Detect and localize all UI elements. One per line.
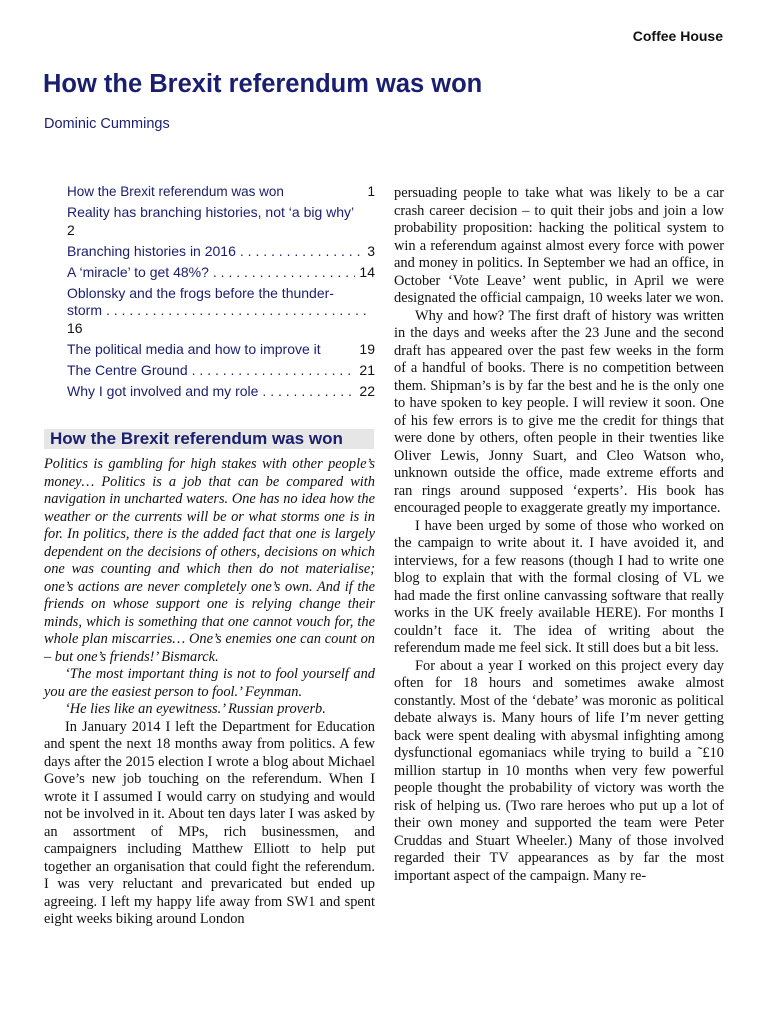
toc-item-title[interactable]: Branching histories in 2016 [67, 242, 236, 259]
toc-item-title[interactable]: Why I got involved and my role [67, 383, 259, 400]
body-paragraph: I have been urged by some of those who worked on the campaign to write about it. I have avoided it, and interviews, for a few reasons (though I had to write one blog to explain that with the formal closing of VL we had made the first online canvassing software that really works in the UK freely available HERE). For months I couldn’t face it. The idea of writing about the referendum made me feel sick. It still does but a bit less. [394, 517, 724, 656]
body-column-right [394, 185, 724, 885]
toc-item-title[interactable]: The Centre Ground [67, 362, 188, 379]
toc-item-title[interactable]: The political media and how to improve it [67, 340, 321, 357]
toc-leader [262, 383, 355, 401]
toc-item-page: 19 [359, 340, 375, 357]
toc-item[interactable] [67, 285, 375, 338]
toc-item-title[interactable]: A ‘miracle’ to get 48%? [67, 263, 209, 280]
toc-item[interactable] [67, 362, 375, 380]
toc-item[interactable] [67, 264, 375, 282]
body-paragraph: For about a year I worked on this project every day often for 18 hours and sometimes awake almost constantly. Most of the ‘debate’ was moronic as political debate always is. Many hours of life I’m never getting back were spent dealing with abysmal infighting among dysfunctional egomaniacs while trying to build a ˜£10 million startup in 10 months when very few powerful people thought the probability of victory was worth the risk of helping us. (Two rare heroes who put up a lot of their own money and supported the team were Peter Cruddas and Stuart Wheeler.) Many of those involved regarded their TV appearances as by far the most important aspect of the campaign. Many re- [394, 657, 724, 884]
toc-leader [240, 243, 363, 261]
body-paragraph: persuading people to take what was likely to be a car crash career decision – to quit their jobs and join a low probability proposition: hacking the political system to win a referendum against almost every force with power and money in politics. In September we had an office, in October ‘Vote Leave’ went public, in April we were designated the official campaign, 10 weeks later we won. [394, 185, 724, 306]
toc-item-page: 14 [359, 263, 375, 280]
section-heading: How the Brexit referendum was won [50, 429, 343, 448]
toc-item[interactable] [67, 243, 375, 261]
toc-item[interactable] [67, 204, 375, 239]
body-paragraph: In January 2014 I left the Department for Education and spent the next 18 months away from politics. A few days after the 2015 election I wrote a blog about Michael Gove’s new job touching on the referendum. When I wrote it I assumed I would carry on studying and would not be involved in it. About ten days later I was asked by an assortment of MPs, rich businessmen, and campaigners including Matthew Elliott to help put together an organisation that could fight the referendum. I was very reluctant and prevaricated but ended up agreeing. I left my happy life away from SW1 and spent eight weeks biking around London [44, 718, 375, 927]
article-title: How the Brexit referendum was won [43, 70, 483, 98]
toc-leader [192, 362, 356, 380]
body-column-left [44, 456, 375, 929]
toc-leader [213, 264, 356, 282]
article-author[interactable]: Dominic Cummings [44, 116, 170, 132]
epigraph-quote: Politics is gambling for high stakes with other people’s money… Politics is a job that can be compared with navigation in uncharted waters. One has no idea how the weather or the currents will be or what storms one is in for. In politics, there is the added fact that one is largely dependent on the decisions of others, decisions on which one was counting and which then do not materialise; one’s actions are never completely one’s own. And if the friends on whose support one is relying change their minds, which is something that one cannot vouch for, the whole plan miscarries… One’s enemies one can count on – but one’s friends!’ Bismarck. [44, 456, 375, 665]
toc-item-page: 2 [67, 221, 75, 238]
publication-name: Coffee House [632, 28, 723, 44]
toc-item-page: 3 [367, 242, 375, 259]
toc-leader [106, 302, 371, 320]
body-paragraph: Why and how? The first draft of history was written in the days and weeks after the 23 June and the second draft has appeared over the past few weeks in the form of a handful of books. There is no competition between them. Shipman’s is by far the best and he is the only one to have spoken to key people. I will review it soon. One of his few errors is to give me the credit for things that were done by others, often people in their twenties like Oliver Lewis, Jonny Suart, and Cleo Watson who, unknown outside the office, made extreme efforts and ran rings around supposed ‘experts’. His book has encouraged people to exaggerate greatly my importance. [394, 307, 724, 516]
toc-item-title[interactable]: How the Brexit referendum was won [67, 184, 284, 199]
toc-item[interactable] [67, 183, 375, 201]
toc-item-title[interactable]: Reality has branching histories, not ‘a big why’ [67, 204, 355, 221]
epigraph-quote: ‘The most important thing is not to fool yourself and you are the easiest person to fool.’ Feynman. [44, 666, 375, 700]
toc-item-page: 21 [359, 362, 375, 379]
table-of-contents [67, 183, 375, 404]
toc-item-title-cont[interactable]: storm [67, 302, 102, 319]
epigraph-quote: ‘He lies like an eyewitness.’ Russian proverb. [65, 701, 326, 717]
toc-item-page: 16 [67, 319, 83, 336]
toc-item-page: 1 [367, 184, 375, 199]
toc-item-page: 22 [359, 383, 375, 400]
toc-item[interactable] [67, 341, 375, 359]
toc-item[interactable] [67, 383, 375, 401]
toc-item-title[interactable]: Oblonsky and the frogs before the thunder- [67, 284, 334, 301]
